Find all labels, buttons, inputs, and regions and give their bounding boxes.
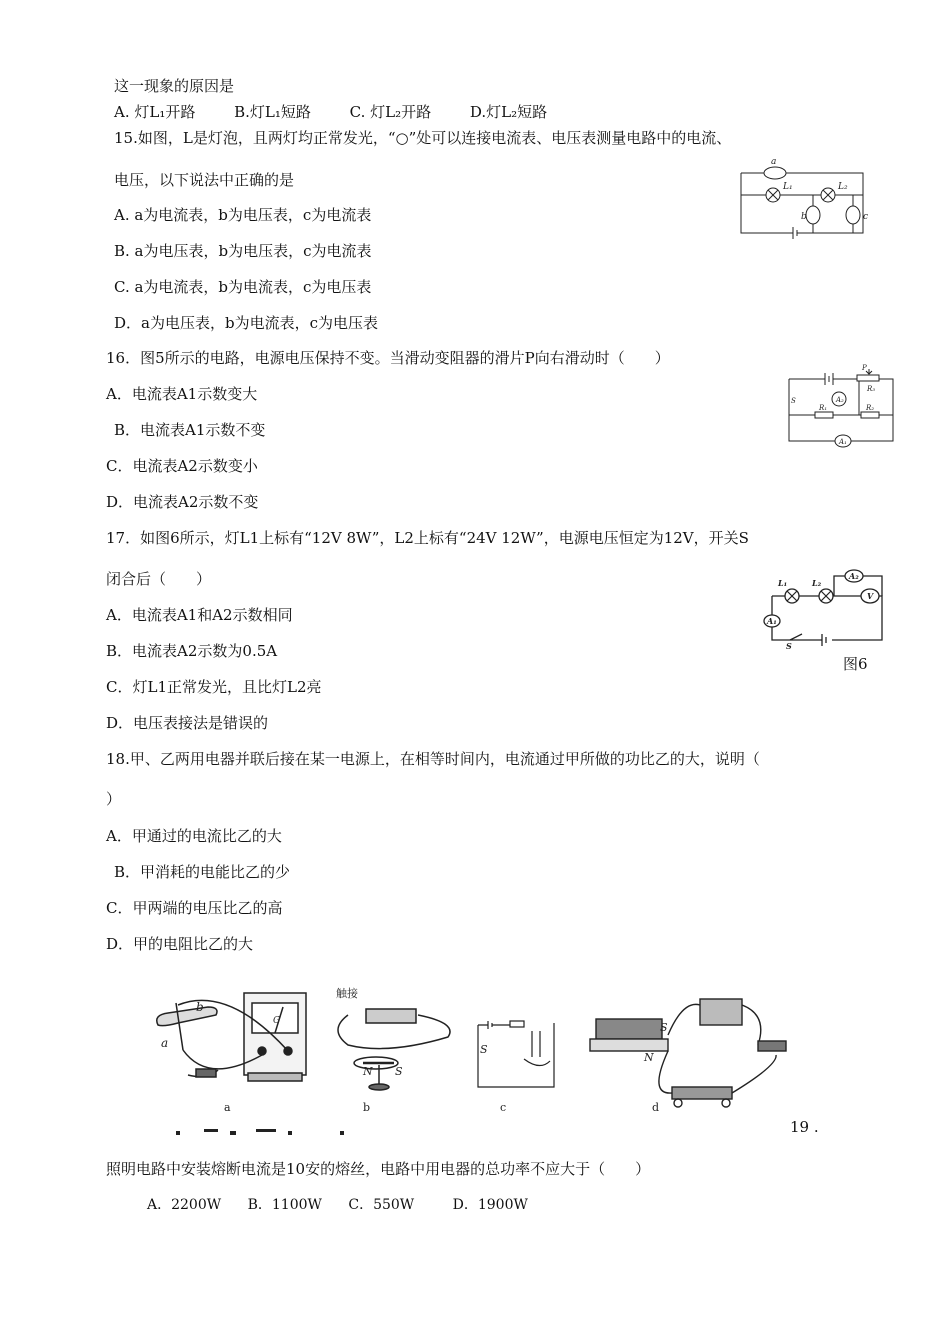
q18-option-a: A．甲通过的电流比乙的大 — [106, 827, 282, 845]
label-l2: L₂ — [812, 578, 822, 588]
label-l1: L₁ — [783, 182, 793, 192]
exp-c-label-s: S — [480, 1043, 488, 1056]
experiment-b — [338, 1009, 450, 1090]
label-a: a — [771, 157, 777, 167]
experiment-caption-b: b — [363, 1101, 371, 1114]
q19-option-b: B．1100W — [247, 1197, 322, 1213]
q19-options — [147, 1195, 562, 1215]
q16-stem: 16．图5所示的电路，电源电压保持不变。当滑动变阻器的滑片P向右滑动时（ ） — [106, 349, 670, 367]
label-a2: A₂ — [836, 396, 844, 404]
q14-option-a: A. 灯L₁开路 — [114, 103, 196, 121]
experiment-caption-a: a — [224, 1101, 231, 1114]
exp-a-label-g: G — [273, 1016, 281, 1026]
label-p: P — [862, 364, 867, 372]
q17-stem-line1: 17．如图6所示，灯L1上标有“12V 8W”，L2上标有“24V 12W”，电源电压恒定为12V，开关S — [106, 529, 749, 547]
q17-option-a: A．电流表A1和A2示数相同 — [106, 606, 293, 624]
q19-number: 19 . — [790, 1118, 819, 1136]
q18-stem-line2: ） — [106, 790, 122, 808]
label-b: b — [801, 212, 807, 222]
q19-option-c: C．550W — [348, 1197, 415, 1213]
exp-b-label-n: N — [363, 1065, 373, 1078]
q14-options — [114, 102, 581, 122]
experiment-d — [590, 999, 786, 1107]
label-a2: A₂ — [849, 571, 859, 581]
q14-option-c: C. 灯L₂开路 — [349, 103, 432, 121]
label-l1: L₁ — [778, 578, 788, 588]
q19-option-d: D．1900W — [452, 1197, 528, 1213]
q18-option-c: C．甲两端的电压比乙的高 — [106, 899, 283, 917]
experiment-a — [157, 993, 306, 1081]
label-r2: R₂ — [866, 404, 875, 412]
label-a1: A₁ — [767, 616, 777, 626]
q17-option-b: B．电流表A2示数为0.5A — [106, 642, 278, 660]
label-s: S — [786, 641, 792, 650]
meter-b — [806, 206, 820, 224]
q17-figure-caption: 图6 — [843, 655, 868, 673]
experiment-c — [478, 1021, 554, 1087]
meter-a — [764, 167, 786, 179]
label-r1: R₁ — [819, 404, 828, 412]
q17-stem-line2: 闭合后（ ） — [106, 570, 212, 588]
q17-option-d: D．电压表接法是错误的 — [106, 714, 269, 732]
q18-option-d: D．甲的电阻比乙的大 — [106, 935, 254, 953]
q15-stem-line2: 电压，以下说法中正确的是 — [114, 171, 295, 189]
label-l2: L₂ — [838, 182, 848, 192]
experiment-caption-d: d — [652, 1101, 660, 1114]
exp-d-label-n: N — [644, 1051, 654, 1064]
q18-option-b: B．甲消耗的电能比乙的少 — [114, 863, 291, 881]
q17-circuit-diagram — [762, 566, 890, 650]
experiment-caption-c: c — [500, 1101, 507, 1114]
q17-option-c: C．灯L1正常发光，且比灯L2亮 — [106, 678, 322, 696]
exp-a-label-b: b — [196, 1000, 204, 1014]
q15-circuit-diagram — [735, 155, 875, 245]
meter-c — [846, 206, 860, 224]
label-c: c — [863, 212, 869, 222]
label-s: S — [791, 397, 796, 405]
exp-d-label-s: S — [660, 1021, 668, 1034]
q14-option-d: D.灯L₂短路 — [469, 103, 548, 121]
q15-option-a: A. a为电流表，b为电压表，c为电流表 — [114, 206, 372, 224]
q15-option-b: B. a为电压表，b为电压表，c为电流表 — [114, 242, 372, 260]
q16-option-b: B．电流表A1示数不变 — [114, 421, 266, 439]
q15-option-c: C. a为电流表，b为电流表，c为电压表 — [114, 278, 372, 296]
q16-option-d: D．电流表A2示数不变 — [106, 493, 259, 511]
q14-stem-end: 这一现象的原因是 — [114, 77, 235, 95]
q16-option-a: A．电流表A1示数变大 — [106, 385, 258, 403]
q16-circuit-diagram — [785, 363, 900, 448]
q18-stem-line1: 18.甲、乙两用电器并联后接在某一电源上，在相等时间内，电流通过甲所做的功比乙的大，说明（ — [106, 750, 760, 768]
exp-b-label-touch: 触接 — [336, 987, 358, 1000]
experiment-figures — [148, 975, 808, 1140]
exp-a-label-a: a — [161, 1036, 169, 1050]
q15-option-d: D．a为电压表，b为电流表，c为电压表 — [114, 314, 378, 332]
q19-option-a: A．2200W — [147, 1197, 222, 1213]
label-r3: R₃ — [867, 385, 876, 393]
label-v: V — [867, 591, 874, 601]
q14-option-b: B.灯L₁短路 — [234, 103, 311, 121]
q16-option-c: C．电流表A2示数变小 — [106, 457, 258, 475]
q19-stem: 照明电路中安装熔断电流是10安的熔丝，电路中用电器的总功率不应大于（ ） — [106, 1160, 651, 1178]
label-a1: A₁ — [839, 438, 847, 446]
q15-stem-line1: 15.如图，L是灯泡，且两灯均正常发光，“○”处可以连接电流表、电压表测量电路中的电流、 — [114, 129, 732, 147]
exp-b-label-s: S — [395, 1065, 403, 1078]
